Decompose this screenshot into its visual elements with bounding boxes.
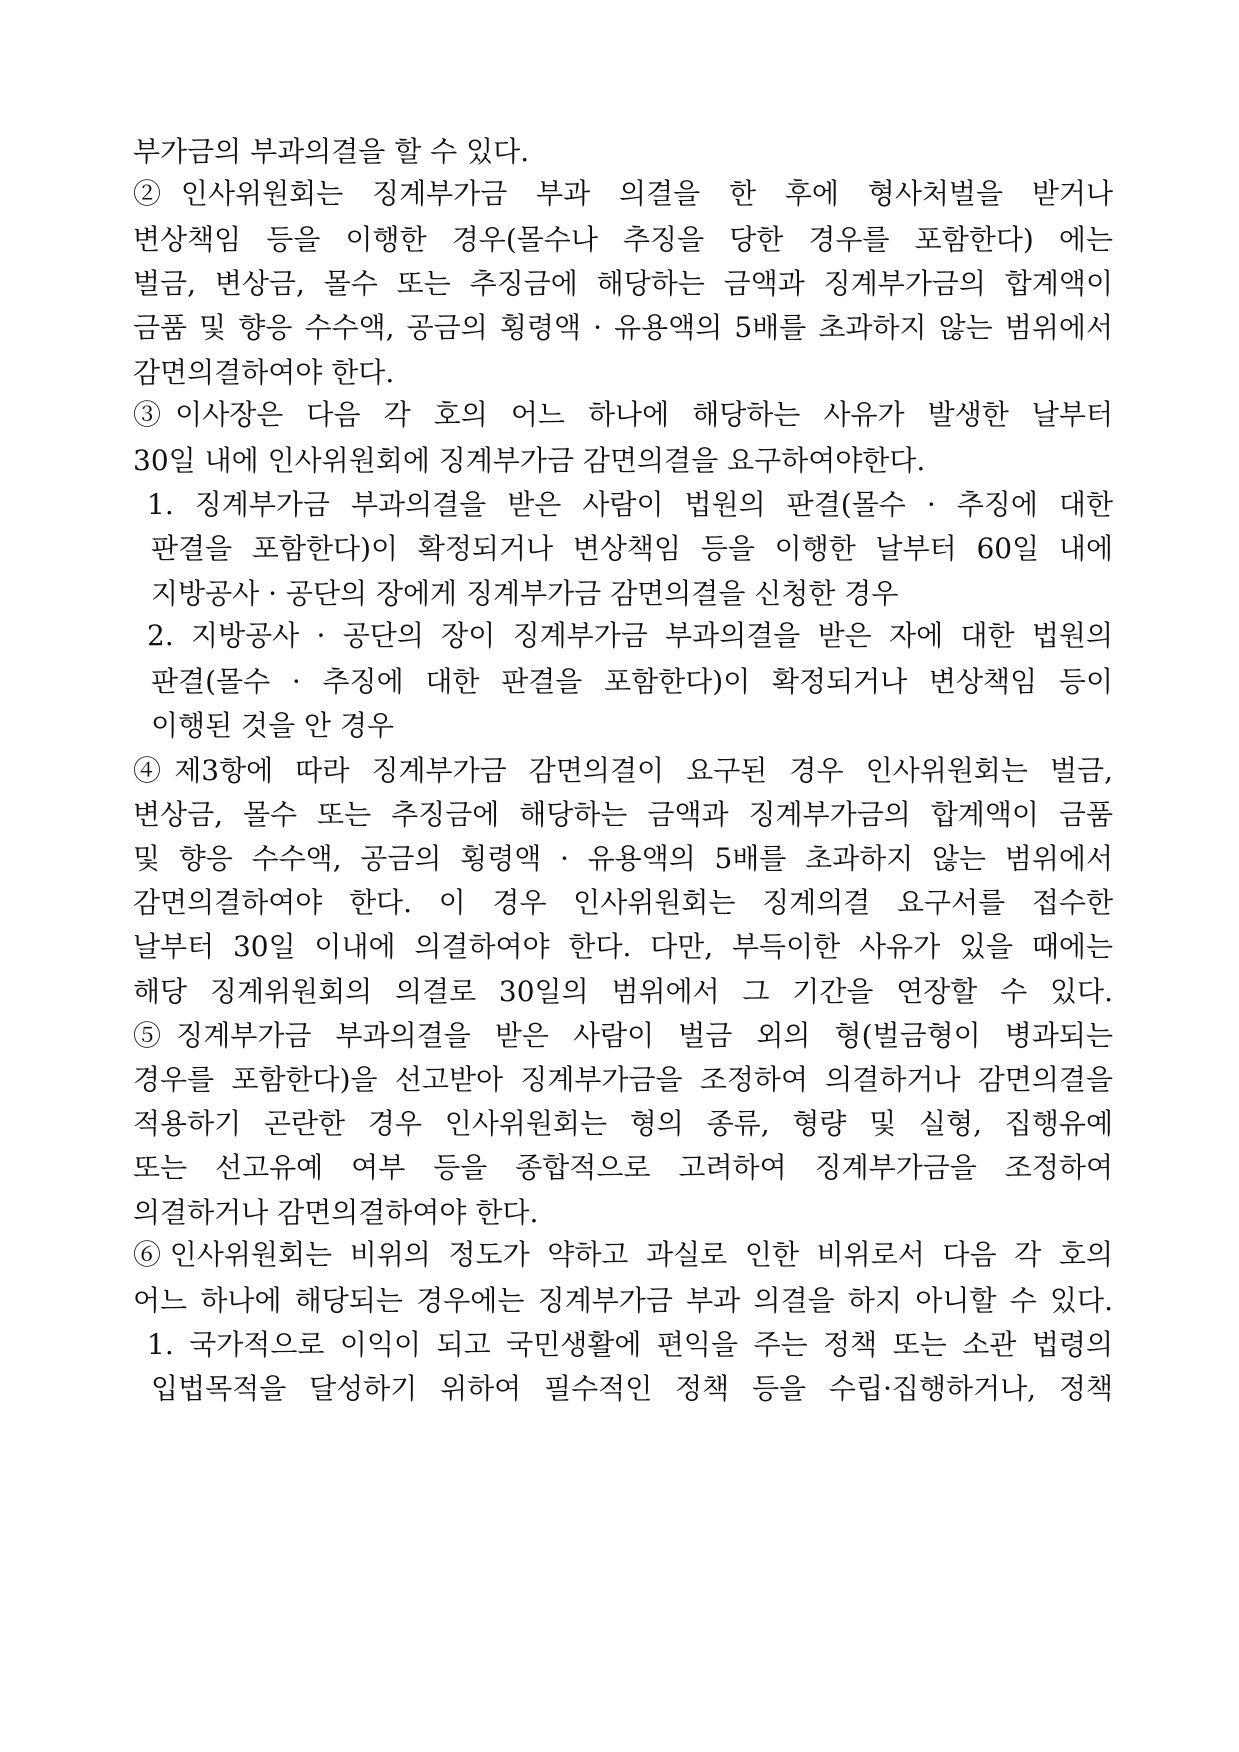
text-line: 의결하거나 감면의결하여야 한다. bbox=[133, 1196, 539, 1229]
text-line: 감면의결하여야 한다. bbox=[133, 356, 395, 389]
text-line: 금품 및 향응 수수액, 공금의 횡령액 · 유용액의 5배를 초과하지 않는 범위에서 bbox=[133, 311, 1113, 344]
list-item-continuation: 입법목적을 달성하기 위하여 필수적인 정책 등을 수립·집행하거나, 정책 bbox=[151, 1372, 1113, 1405]
text-line: ③이사장은 다음 각 호의 어느 하나에 해당하는 사유가 발생한 날부터 bbox=[133, 398, 1113, 431]
text-line: 또는 선고유예 여부 등을 종합적으로 고려하여 징계부가금을 조정하여 bbox=[133, 1151, 1113, 1184]
text-line: ⑤징계부가금 부과의결을 받은 사람이 벌금 외의 형(벌금형이 병과되는 bbox=[133, 1019, 1113, 1052]
text-line: 해당 징계위원회의 의결로 30일의 범위에서 그 기간을 연장할 수 있다. bbox=[133, 975, 1113, 1008]
list-item-continuation: 판결(몰수 · 추징에 대한 판결을 포함한다)이 확정되거나 변상책임 등이 bbox=[151, 665, 1113, 698]
text-line: 부가금의 부과의결을 할 수 있다. bbox=[133, 135, 530, 168]
text-line: 및 향응 수수액, 공금의 횡령액 · 유용액의 5배를 초과하지 않는 범위에서 bbox=[133, 842, 1113, 875]
list-item: 2. 지방공사 · 공단의 장이 징계부가금 부과의결을 받은 자에 대한 법원의 bbox=[147, 619, 1113, 652]
list-item-continuation: 판결을 포함한다)이 확정되거나 변상책임 등을 이행한 날부터 60일 내에 bbox=[151, 532, 1113, 565]
list-item-continuation: 지방공사 · 공단의 장에게 징계부가금 감면의결을 신청한 경우 bbox=[151, 577, 899, 610]
text-line: ⑥인사위원회는 비위의 정도가 약하고 과실로 인한 비위로서 다음 각 호의 bbox=[133, 1238, 1113, 1271]
text-line: 날부터 30일 이내에 의결하여야 한다. 다만, 부득이한 사유가 있을 때에는 bbox=[133, 930, 1113, 963]
list-item: 1. 징계부가금 부과의결을 받은 사람이 법원의 판결(몰수 · 추징에 대한 bbox=[147, 488, 1113, 521]
text-line: ②인사위원회는 징계부가금 부과 의결을 한 후에 형사처벌을 받거나 bbox=[133, 177, 1113, 210]
text-line: 벌금, 변상금, 몰수 또는 추징금에 해당하는 금액과 징계부가금의 합계액이 bbox=[133, 267, 1113, 300]
text-line: 30일 내에 인사위원회에 징계부가금 감면의결을 요구하여야한다. bbox=[133, 444, 926, 477]
text-line: 변상금, 몰수 또는 추징금에 해당하는 금액과 징계부가금의 합계액이 금품 bbox=[133, 798, 1113, 831]
text-line: 변상책임 등을 이행한 경우(몰수나 추징을 당한 경우를 포함한다) 에는 bbox=[133, 223, 1113, 256]
text-line: 적용하기 곤란한 경우 인사위원회는 형의 종류, 형량 및 실형, 집행유예 bbox=[133, 1107, 1113, 1140]
text-line: 어느 하나에 해당되는 경우에는 징계부가금 부과 의결을 하지 아니할 수 있다. bbox=[133, 1284, 1113, 1317]
text-line: ④제3항에 따라 징계부가금 감면의결이 요구된 경우 인사위원회는 벌금, bbox=[133, 754, 1113, 787]
text-line: 경우를 포함한다)을 선고받아 징계부가금을 조정하여 의결하거나 감면의결을 bbox=[133, 1063, 1113, 1096]
text-line: 감면의결하여야 한다. 이 경우 인사위원회는 징계의결 요구서를 접수한 bbox=[133, 886, 1113, 919]
list-item-continuation: 이행된 것을 안 경우 bbox=[151, 709, 395, 742]
list-item: 1. 국가적으로 이익이 되고 국민생활에 편익을 주는 정책 또는 소관 법령의 bbox=[147, 1328, 1113, 1361]
